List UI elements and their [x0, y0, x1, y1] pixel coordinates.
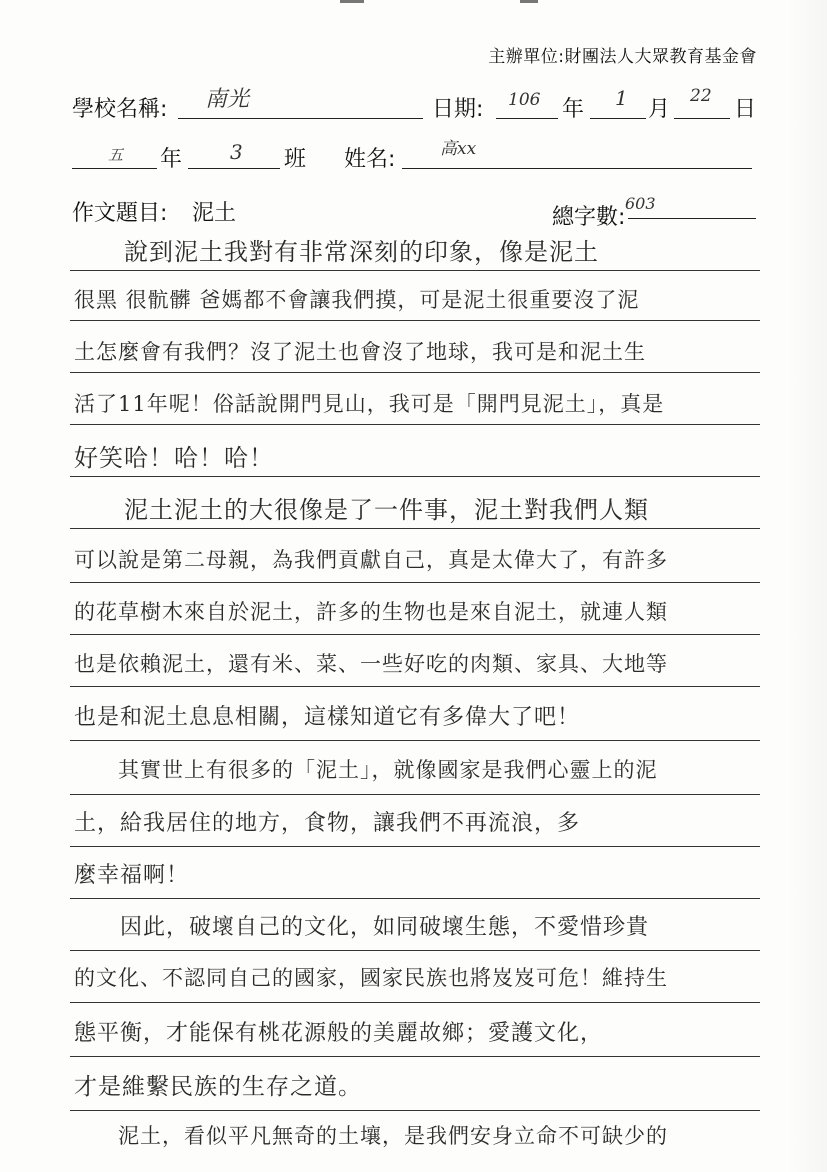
year-label: 年 — [562, 97, 585, 122]
ruled-line — [70, 424, 760, 425]
month-value: 1 — [615, 86, 628, 110]
grade-label: 年 — [160, 147, 183, 172]
essay-line: 泥土，看似平凡無奇的土壤，是我們安身立命不可缺少的 — [74, 1124, 668, 1148]
name-label: 姓名: — [344, 147, 396, 172]
essay-line: 麼幸福啊！ — [74, 863, 190, 888]
essay-line: 因此，破壞自己的文化，如同破壞生態，不愛惜珍貴 — [74, 915, 650, 940]
scan-edge-shadow — [787, 0, 827, 1172]
sponsor-text: 主辦單位:財團法人大眾教育基金會 — [488, 47, 757, 67]
ruled-line — [70, 740, 760, 741]
scan-mark — [520, 0, 538, 3]
ruled-line — [70, 846, 760, 847]
essay-line: 也是依賴泥土，還有米、菜、一些好吃的肉類、家具、大地等 — [74, 652, 668, 676]
ruled-line — [70, 1002, 760, 1003]
ruled-line — [70, 898, 760, 899]
essay-line: 也是和泥土息息相關，這樣知道它有多偉大了吧！ — [74, 705, 581, 730]
ruled-line — [70, 686, 760, 687]
essay-line: 態平衡，才能保有桃花源般的美麗故鄉；愛護文化， — [74, 1021, 604, 1046]
topic-label: 作文題目: — [72, 201, 168, 226]
essay-line: 的花草樹木來自於泥土，許多的生物也是來自泥土，就連人類 — [74, 600, 668, 624]
essay-line: 的文化、不認同自己的國家，國家民族也將岌岌可危！維持生 — [74, 966, 668, 990]
essay-line: 土怎麼會有我們？沒了泥土也會沒了地球，我可是和泥土生 — [74, 340, 646, 364]
essay-line: 才是維繫民族的生存之道。 — [74, 1074, 362, 1100]
class-label: 班 — [284, 147, 307, 172]
class-value: 3 — [230, 140, 243, 164]
ruled-line — [70, 582, 760, 583]
month-label: 月 — [648, 97, 671, 122]
essay-line: 活了11年呢！俗話說開門見山，我可是「開門見泥土」，真是 — [74, 392, 665, 416]
essay-line: 好笑哈！哈！哈！ — [74, 444, 274, 472]
school-value: 南光 — [205, 87, 250, 112]
school-label: 學校名稱: — [72, 97, 168, 122]
word-count-label: 總字數: — [552, 205, 626, 230]
topic-value: 泥土 — [192, 201, 237, 226]
scan-mark — [340, 0, 364, 3]
name-value: 高xx — [440, 139, 477, 159]
year-value: 106 — [508, 90, 541, 110]
ruled-line — [70, 476, 760, 477]
ruled-line — [70, 794, 760, 795]
ruled-line — [70, 1056, 760, 1057]
ruled-line — [70, 270, 760, 271]
essay-line: 泥土泥土的大很像是了一件事，泥土對我們人類 — [74, 496, 649, 524]
ruled-line — [70, 1110, 760, 1111]
essay-line: 很黑 很骯髒 爸媽都不會讓我們摸，可是泥土很重要沒了泥 — [74, 288, 640, 312]
day-label: 日 — [734, 97, 757, 122]
ruled-line — [70, 634, 760, 635]
essay-line: 可以說是第二母親，為我們貢獻自己，真是太偉大了，有許多 — [74, 548, 668, 572]
ruled-line — [70, 372, 760, 373]
ruled-line — [70, 320, 760, 321]
ruled-line — [70, 528, 760, 529]
essay-line: 土，給我居住的地方，食物，讓我們不再流浪，多 — [74, 811, 581, 836]
grade-value: 五 — [108, 146, 124, 164]
day-value: 22 — [690, 86, 712, 106]
essay-line: 說到泥土我對有非常深刻的印象，像是泥土 — [74, 238, 599, 266]
word-count-value: 603 — [625, 194, 656, 213]
ruled-line — [70, 950, 760, 951]
date-label: 日期: — [432, 97, 484, 122]
essay-line: 其實世上有很多的「泥土」，就像國家是我們心靈上的泥 — [74, 758, 658, 782]
